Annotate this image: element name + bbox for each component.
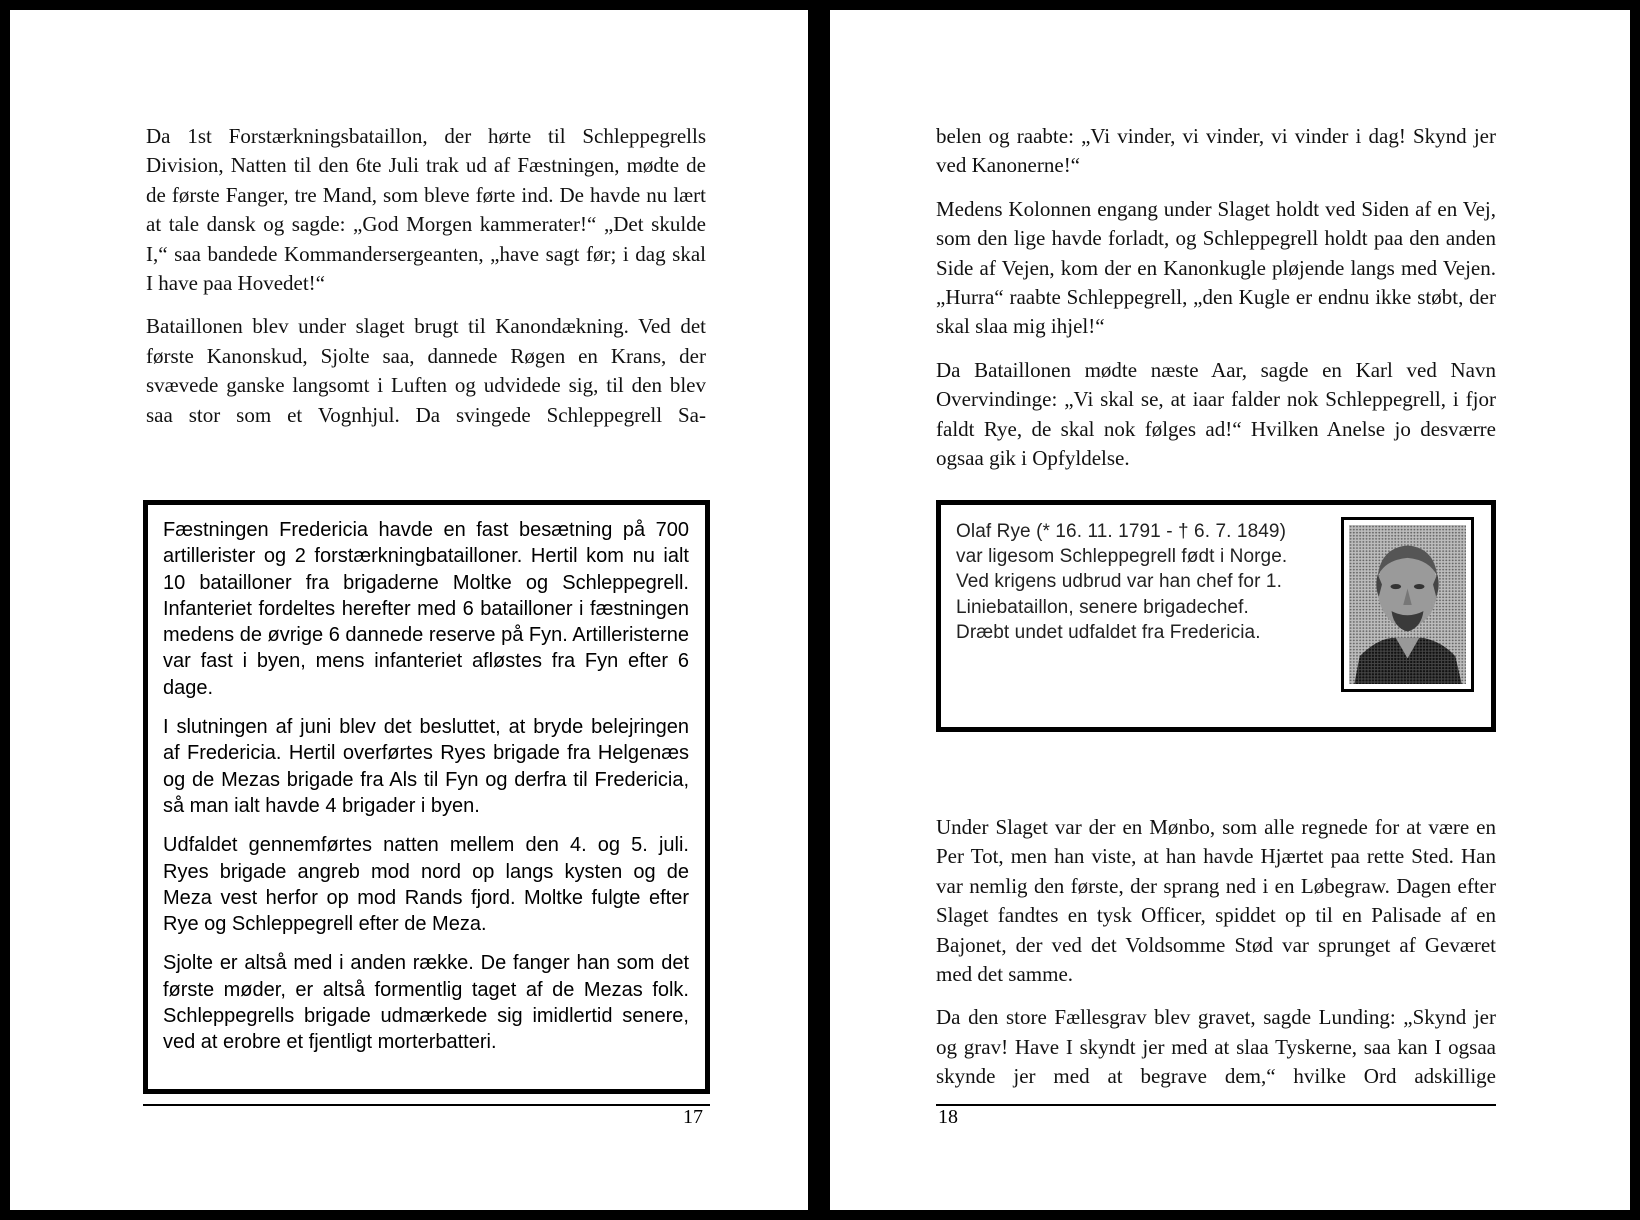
footer-rule [143, 1104, 710, 1106]
body-paragraph: Da Bataillonen mødte næste Aar, sagde en Karl ved Navn Overvindinge: „Vi skal se, at iaar falder nok Schleppegrell, i fjor faldt Rye, de skal nok følges ad!“ Hvilken Anelse jo desværre ogsaa gik i Opfyldelse. [936, 357, 1496, 471]
history-note-box [143, 500, 710, 1094]
page-number: 17 [683, 1106, 703, 1128]
note-paragraph: Udfaldet gennemførtes natten mellem den 4. og 5. juli. Ryes brigade angreb mod nord op langs kysten og de Meza vest herfor op mod Rands fjord. Moltke fulgte efter Rye og Schleppegrell efter de Meza. [163, 834, 689, 936]
footer-rule [936, 1104, 1496, 1106]
body-paragraph: Medens Kolonnen engang under Slaget holdt ved Siden af en Vej, som den lige havde forladt, og Schleppegrell holdt paa den anden Side af Vejen, kom der en Kanonkugle pløjende langs med Vejen. „Hurra“ raabte Schleppegrell, „den Kugle er endnu ikke støbt, der skal slaa mig ihjel!“ [936, 196, 1496, 339]
note-paragraph: Sjolte er altså med i anden række. De fanger han som det første møder, er altså formentlig taget af de Mezas folk. Schleppegrells brigade udmærkede sig imidlertid senere, ved at erobre et fjentligt morterbatteri. [163, 952, 689, 1054]
body-paragraph: Under Slaget var der en Mønbo, som alle regnede for at være en Per Tot, men han viste, at han havde Hjærtet paa rette Sted. Han var nemlig den første, der sprang ned i en Løbegraw. Dagen efter Slaget fandtes en tysk Officer, spiddet op til en Palisade af en Bajonet, der ved det Voldsomme Stød var sprunget af Geværet med det samme. [936, 815, 1496, 987]
note-paragraph: I slutningen af juni blev det besluttet, at bryde belejringen af Fredericia. Hertil overførtes Ryes brigade fra Helgenæs og de Mezas brigade fra Als til Fyn og derfra til Fredericia, så man ialt havde 4 brigader i byen. [163, 716, 689, 817]
biography-box [936, 500, 1496, 732]
right-body-text-top [936, 122, 1496, 473]
body-paragraph: Bataillonen blev under slaget brugt til Kanondækning. Ved det første Kanonskud, Sjolte saa, dannede Røgen en Krans, der svævede ganske langsomt i Luften og udvidede sig, til den blev saa stor som et Vognhjul. Da svingede Schleppegrell Sa- [146, 314, 706, 427]
portrait-image [1341, 517, 1474, 692]
note-paragraph: Fæstningen Fredericia havde en fast besætning på 700 artillerister og 2 forstærkningbatailloner. Hertil kom nu ialt 10 batailloner fra brigaderne Moltke og Schleppegrell. Infanteriet fordeltes herefter med 6 batailloner i fæstningen medens de øvrige 6 dannede reserve på Fyn. Artilleristerne var fast i byen, mens infanteriet afløstes fra Fyn efter 6 dage. [163, 519, 689, 699]
right-page [830, 10, 1630, 1210]
right-body-text-bottom [936, 813, 1496, 1092]
left-page [10, 10, 808, 1210]
biography-text: Olaf Rye (* 16. 11. 1791 - † 6. 7. 1849) var ligesom Schleppegrell født i Norge. Ved krigens udbrud var han chef for 1. Liniebataillon, senere brigadechef. Dræbt undet udfaldet fra Fredericia. [956, 521, 1288, 643]
portrait-engraving-icon [1349, 525, 1466, 684]
body-paragraph: Da 1st Forstærkningsbataillon, der hørte til Schleppegrells Division, Natten til den 6te Juli trak ud af Fæstningen, mødte de de første Fanger, tre Mand, som bleve førte ind. De havde nu lært at tale dansk og sagde: „God Morgen kammerater!“ „Det skulde I,“ saa bandede Kommandersergeanten, „have sagt før; i dag skal I have paa Hovedet!“ [146, 124, 706, 296]
body-paragraph: belen og raabte: „Vi vinder, vi vinder, vi vinder i dag! Skynd jer ved Kanonerne!“ [936, 124, 1496, 178]
body-paragraph: Da den store Fællesgrav blev gravet, sagde Lunding: „Skynd jer og grav! Have I skyndt jer med at slaa Tyskerne, saa kan I ogsaa skynde jer med at begrave dem,“ hvilke Ord adskillige [936, 1005, 1496, 1089]
page-number: 18 [938, 1106, 958, 1128]
left-body-text [146, 122, 706, 430]
